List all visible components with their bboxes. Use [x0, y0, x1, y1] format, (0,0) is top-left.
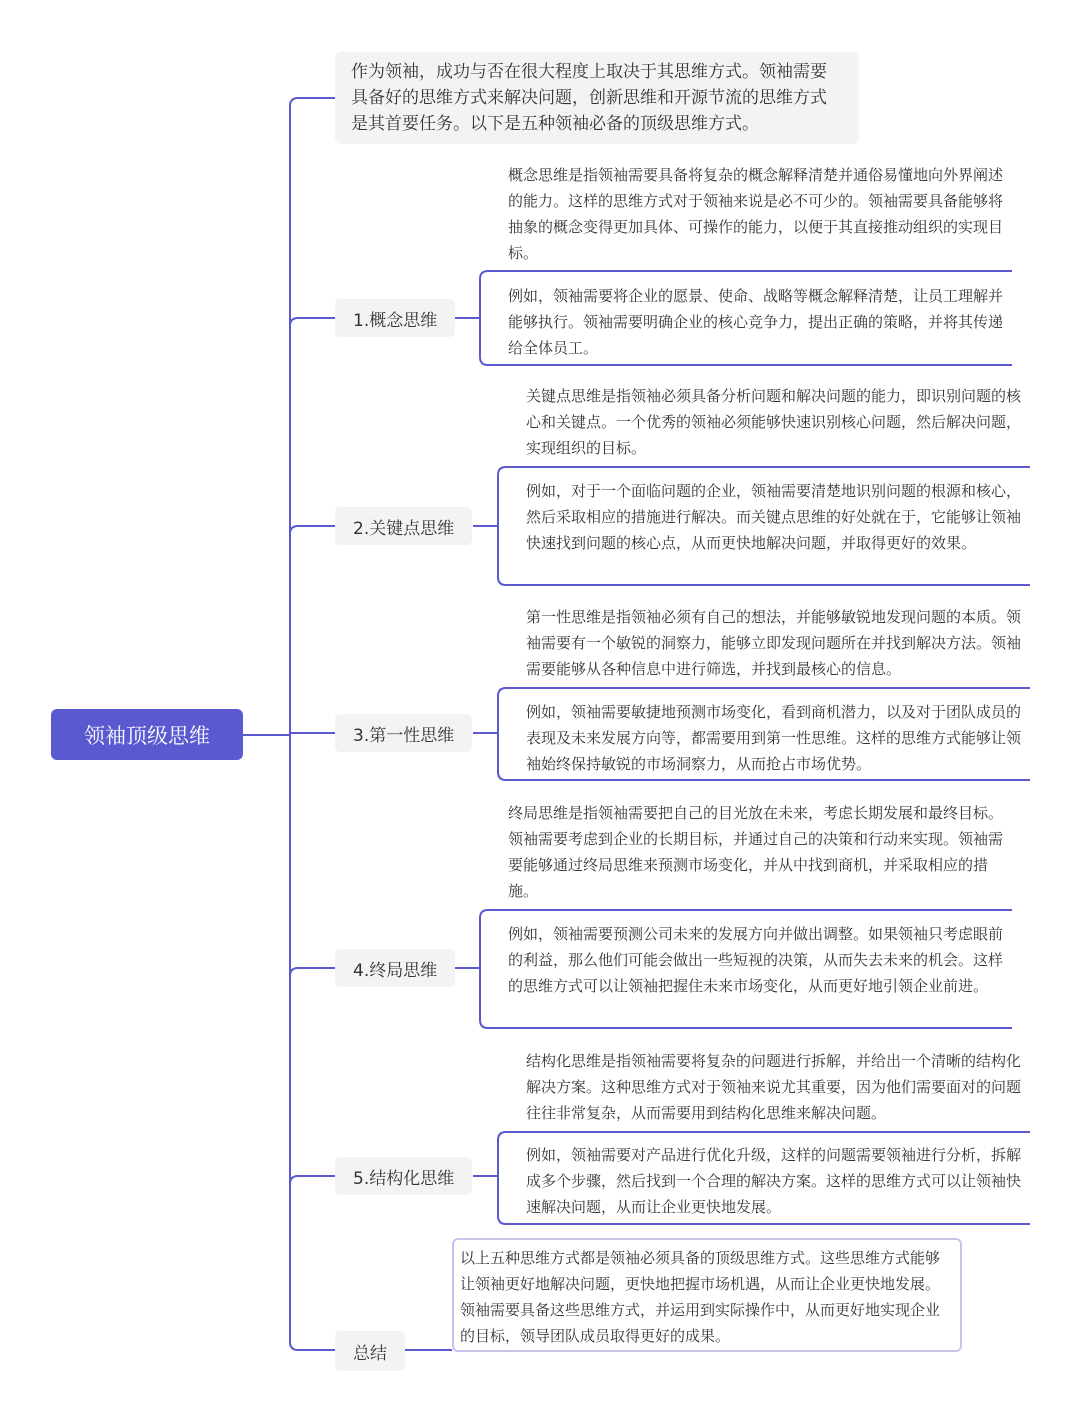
branch-label: 5.结构化思维: [353, 1168, 455, 1189]
summary-text: 以上五种思维方式都是领袖必须具备的顶级思维方式。这些思维方式能够让领袖更好地解决问题，更快地把握市场机遇，从而让企业更快地发展。领袖需要具备这些思维方式，并运用到实际操作中，从而更好地实现企业的目标，领导团队成员取得更好的成果。: [460, 1249, 941, 1345]
branch-description: 结构化思维是指领袖需要将复杂的问题进行拆解，并给出一个清晰的结构化解决方案。这种思维方式对于领袖来说尤其重要，因为他们需要面对的问题往往非常复杂，从而需要用到结构化思维来解决问题。: [526, 1052, 1022, 1122]
branch-label: 3.第一性思维: [353, 725, 455, 746]
branch-description: 终局思维是指领袖需要把自己的目光放在未来，考虑长期发展和最终目标。领袖需要考虑到企业的长期目标，并通过自己的决策和行动来实现。领袖需要能够通过终局思维来预测市场变化，并从中找到商机，并采取相应的措施。: [508, 804, 1004, 900]
branch-key-point-thinking[interactable]: [335, 507, 472, 545]
branch-example: 例如，领袖需要对产品进行优化升级，这样的问题需要领袖进行分析，拆解成多个步骤，然后找到一个合理的解决方案。这样的思维方式可以让领袖快速解决问题，从而让企业更快地发展。: [526, 1146, 1022, 1216]
intro-node[interactable]: [335, 52, 859, 144]
branch-example: 例如，领袖需要敏捷地预测市场变化，看到商机潜力，以及对于团队成员的表现及未来发展方向等，都需要用到第一性思维。这样的思维方式能够让领袖始终保持敏锐的市场洞察力，从而抢占市场优势。: [526, 703, 1022, 773]
branch-label: 4.终局思维: [353, 960, 438, 981]
intro-text: 作为领袖，成功与否在很大程度上取决于其思维方式。领袖需要具备好的思维方式来解决问题，创新思维和开源节流的思维方式是其首要任务。以下是五种领袖必备的顶级思维方式。: [351, 62, 827, 134]
branch-label: 1.概念思维: [353, 310, 438, 331]
branch-description: 概念思维是指领袖需要具备将复杂的概念解释清楚并通俗易懂地向外界阐述的能力。这样的思维方式对于领袖来说是必不可少的。领袖需要具备能够将抽象的概念变得更加具体、可操作的能力，以便于其直接推动组织的实现目标。: [508, 166, 1004, 262]
branch-structured-thinking[interactable]: [335, 1157, 472, 1195]
root-node[interactable]: [51, 709, 243, 760]
branch-example: 例如，对于一个面临问题的企业，领袖需要清楚地识别问题的根源和核心，然后采取相应的措施进行解决。而关键点思维的好处就在于，它能够让领袖快速找到问题的核心点，从而更快地解决问题，并取得更好的效果。: [526, 482, 1022, 552]
summary-box: [452, 1238, 962, 1352]
branch-label: 2.关键点思维: [353, 518, 455, 539]
branch-endgame-thinking[interactable]: [335, 949, 455, 987]
branch-summary[interactable]: [335, 1331, 405, 1371]
branch-first-principles-thinking[interactable]: [335, 714, 472, 752]
branch-label: 总结: [353, 1343, 387, 1364]
branch-description: 关键点思维是指领袖必须具备分析问题和解决问题的能力，即识别问题的核心和关键点。一个优秀的领袖必须能够快速识别核心问题，然后解决问题，实现组织的目标。: [526, 387, 1022, 457]
branch-example: 例如，领袖需要预测公司未来的发展方向并做出调整。如果领袖只考虑眼前的利益，那么他们可能会做出一些短视的决策，从而失去未来的机会。这样的思维方式可以让领袖把握住未来市场变化，从而更好地引领企业前进。: [508, 925, 1004, 995]
root-label: 领袖顶级思维: [84, 723, 210, 748]
branch-example: 例如，领袖需要将企业的愿景、使命、战略等概念解释清楚，让员工理解并能够执行。领袖需要明确企业的核心竞争力，提出正确的策略，并将其传递给全体员工。: [508, 287, 1004, 357]
branch-description: 第一性思维是指领袖必须有自己的想法，并能够敏锐地发现问题的本质。领袖需要有一个敏锐的洞察力，能够立即发现问题所在并找到解决方法。领袖需要能够从各种信息中进行筛选，并找到最核心的信息。: [526, 608, 1022, 678]
branch-concept-thinking[interactable]: [335, 299, 455, 337]
